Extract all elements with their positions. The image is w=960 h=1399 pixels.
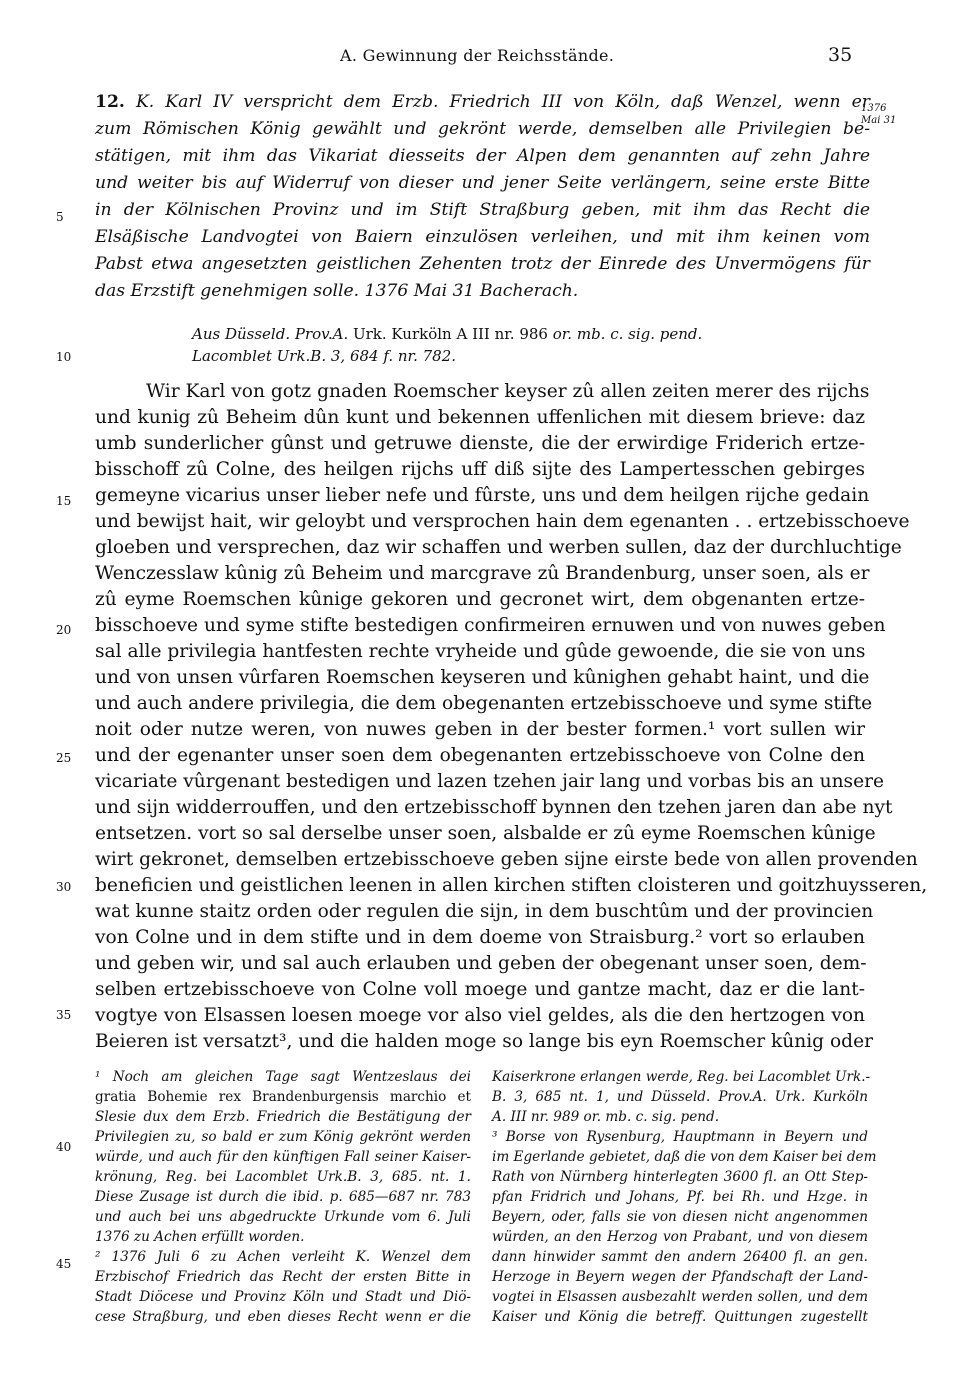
line-number: 20 bbox=[56, 623, 72, 637]
footnote-line: Privilegien zu, so bald er zum König gekrönt werden bbox=[95, 1129, 471, 1145]
text-line: selben ertzebisschoeve von Colne voll moege und gantze macht, daz er die lant- bbox=[95, 979, 865, 1000]
line-number: 25 bbox=[56, 751, 72, 765]
footnote-line: und auch bei uns abgedruckte Urkunde vom 6. Juli bbox=[95, 1209, 471, 1225]
text-line: vicariate vûrgenant bestedigen und lazen tzehen jair lang und vorbas bis an unsere bbox=[95, 771, 884, 792]
heading-line: Elsäßische Landvogtei von Baiern einzulösen verleihen, und mit ihm keinen vom bbox=[95, 227, 870, 247]
text-line: und kunig zû Beheim dûn kunt und bekennen uffenlichen mit diesem brieve: daz bbox=[95, 407, 865, 428]
footnote-line: würden, an den Herzog von Prabant, und von diesem bbox=[492, 1229, 868, 1245]
footnote-line: Kaiserkrone erlangen werde, Reg. bei Lacomblet Urk.- bbox=[492, 1069, 871, 1085]
footnote-line: ¹ Noch am gleichen Tage sagt Wentzeslaus dei bbox=[95, 1069, 471, 1085]
footnote-line: B. 3, 685 nt. 1, und Düsseld. Prov.A. Urk. Kurköln bbox=[492, 1089, 868, 1105]
footnote-line: Beyern, oder, falls sie von diesen nicht angenommen bbox=[492, 1209, 868, 1225]
line-number: 30 bbox=[56, 880, 72, 894]
text-line: und der egenanter unser soen dem obegenanten ertzebisschoeve von Colne den bbox=[95, 745, 865, 766]
source-archive: Aus Düsseld. Prov.A. bbox=[192, 325, 349, 343]
page-number: 35 bbox=[828, 44, 853, 66]
heading-line: zum Römischen König gewählt und gekrönt werde, demselben alle Privilegien be- bbox=[95, 119, 870, 139]
text-line: und bewijst hait, wir geloybt und versprochen hain dem egenanten . . ertzebisschoeve bbox=[95, 511, 910, 532]
footnote-line: krönung, Reg. bei Lacomblet Urk.B. 3, 685. nt. 1. bbox=[95, 1169, 471, 1185]
footnote-line: würde, und auch für den künftigen Fall seiner Kaiser- bbox=[95, 1149, 471, 1165]
footnote-line: pfan Fridrich und Johans, Pf. bei Rh. und Hzge. in bbox=[492, 1189, 868, 1205]
text-line: wirt gekronet, demselben ertzebisschoeve geben sijne eirste bede von allen provenden bbox=[95, 849, 918, 870]
footnote-line: Diese Zusage ist durch die ibid. p. 685—687 nr. 783 bbox=[95, 1189, 471, 1205]
footnote-line: Kaiser und König die betreff. Quittungen zugestellt bbox=[492, 1309, 868, 1325]
heading-line: stätigen, mit ihm das Vikariat diesseits der Alpen dem genannten auf zehn Jahre bbox=[95, 146, 870, 166]
text-line: bisschoeve und syme stifte bestedigen confirmeiren ernuwen und von nuwes geben bbox=[95, 615, 886, 636]
text-line: vogtye von Elsassen loesen moege vor also viel geldes, als die den hertzogen von bbox=[95, 1005, 865, 1026]
text-line: und geben wir, und sal auch erlauben und geben der obegenant unser soen, dem- bbox=[95, 953, 867, 974]
footnote-line: dann hinwider sammt den andern 26400 fl. an gen. bbox=[492, 1249, 868, 1265]
heading-text: K. Karl IV verspricht dem Erzb. Friedrich III von Köln, daß Wenzel, wenn er bbox=[135, 92, 870, 112]
text-line: gloeben und versprechen, daz wir schaffen und werben sullen, daz der durchluchtige bbox=[95, 537, 902, 558]
heading-line: das Erzstift genehmigen solle. 1376 Mai 31 Bacherach. bbox=[95, 281, 579, 301]
line-number: 35 bbox=[56, 1008, 72, 1022]
text-line: Wenczesslaw kûnig zû Beheim und marcgrave zû Brandenburg, unser soen, als er bbox=[95, 563, 870, 584]
footnote-line: ³ Borse von Rysenburg, Hauptmann in Beyern und bbox=[492, 1129, 868, 1145]
source-description: or. mb. c. sig. pend. bbox=[552, 325, 703, 343]
footnote-line: Erzbischof Friedrich das Recht der ersten Bitte in bbox=[95, 1269, 471, 1285]
footnote-line: im Egerlande gebietet, daß die von dem Kaiser bei dem bbox=[492, 1149, 877, 1165]
text-line: sal alle privilegia hantfesten rechte vryheide und gûde gewoende, die sie von uns bbox=[95, 641, 866, 662]
text-line: zû eyme Roemschen kûnige gekoren und gecronet wirt, dem obgenanten ertze- bbox=[95, 589, 865, 610]
text-line: Wir Karl von gotz gnaden Roemscher keyser zû allen zeiten merer des rijchs bbox=[146, 381, 870, 402]
heading-line bbox=[95, 92, 870, 112]
footnote-line: A. III nr. 989 or. mb. c. sig. pend. bbox=[492, 1109, 720, 1125]
text-line: umb sunderlicher gûnst und getruwe dienste, die der erwirdige Friderich ertze- bbox=[95, 433, 865, 454]
footnote-line: vogtei in Elsassen ausbezahlt werden sollen, und dem bbox=[492, 1289, 868, 1305]
margin-day: Mai 31 bbox=[861, 115, 897, 126]
footnote-line: cese Straßburg, und eben dieses Recht wenn er die bbox=[95, 1309, 471, 1325]
footnote-line: Stadt Diöcese und Provinz Köln und Stadt und Diö- bbox=[95, 1289, 471, 1305]
heading-line: in der Kölnischen Provinz und im Stift Straßburg geben, mit ihm das Recht die bbox=[95, 200, 870, 220]
footnote-line: Rath von Nürnberg hinterlegten 3600 fl. an Ott Step- bbox=[492, 1169, 868, 1185]
document-number: 12. bbox=[95, 92, 125, 112]
source-line bbox=[192, 325, 702, 343]
text-line: und auch andere privilegia, die dem obegenanten ertzebisschoeve und syme stifte bbox=[95, 693, 873, 714]
source-shelfmark: Urk. Kurköln A III nr. 986 bbox=[348, 325, 553, 343]
footnote-line: ² 1376 Juli 6 zu Achen verleiht K. Wenzel dem bbox=[95, 1249, 471, 1265]
text-line: gemeyne vicarius unser lieber nefe und fûrste, uns und dem heilgen rijche gedain bbox=[95, 485, 870, 506]
text-line: Beieren ist versatzt³, und die halden moge so lange bis eyn Roemscher kûnig oder bbox=[95, 1031, 873, 1052]
footnote-line: gratia Bohemie rex Brandenburgensis marchio et bbox=[95, 1089, 471, 1105]
line-number: 10 bbox=[56, 350, 72, 364]
heading-line: Pabst etwa angesetzten geistlichen Zehenten trotz der Einrede des Unvermögens für bbox=[95, 254, 870, 274]
footnote-line: Herzoge in Beyern wegen der Pfandschaft der Land- bbox=[492, 1269, 868, 1285]
heading-line: und weiter bis auf Widerruf von dieser und jener Seite verlängern, seine erste Bitte bbox=[95, 173, 870, 193]
text-line: entsetzen. vort so sal derselbe unser soen, alsbalde er zû eyme Roemschen kûnige bbox=[95, 823, 876, 844]
source-line: Lacomblet Urk.B. 3, 684 f. nr. 782. bbox=[192, 347, 457, 365]
text-line: und sijn widderrouffen, und den ertzebisschoff bynnen den tzehen jaren dan abe nyt bbox=[95, 797, 893, 818]
line-number: 40 bbox=[56, 1140, 72, 1154]
line-number: 15 bbox=[56, 494, 72, 508]
line-number: 45 bbox=[56, 1257, 72, 1271]
running-head: A. Gewinnung der Reichsstände. bbox=[340, 46, 615, 65]
margin-date bbox=[861, 103, 896, 127]
margin-year: 1376 bbox=[861, 103, 887, 114]
footnote-line: Slesie dux dem Erzb. Friedrich die Bestätigung der bbox=[95, 1109, 471, 1125]
text-line: wat kunne staitz orden oder regulen die sijn, in dem buschtûm und der provincien bbox=[95, 901, 874, 922]
text-line: von Colne und in dem stifte und in dem doeme von Straisburg.² vort so erlauben bbox=[95, 927, 865, 948]
footnote-line: 1376 zu Achen erfüllt worden. bbox=[95, 1229, 305, 1245]
text-line: noit oder nutze weren, von nuwes geben in der bester formen.¹ vort sullen wir bbox=[95, 719, 865, 740]
text-line: und von unsen vûrfaren Roemschen keyseren und kûnighen gehabt haint, und die bbox=[95, 667, 870, 688]
text-line: beneficien und geistlichen leenen in allen kirchen stiften cloisteren und goitzhuysseren, bbox=[95, 875, 928, 896]
text-line: bisschoff zû Colne, des heilgen rijchs uff diß sijte des Lampertesschen gebirges bbox=[95, 459, 865, 480]
line-number: 5 bbox=[56, 210, 64, 224]
